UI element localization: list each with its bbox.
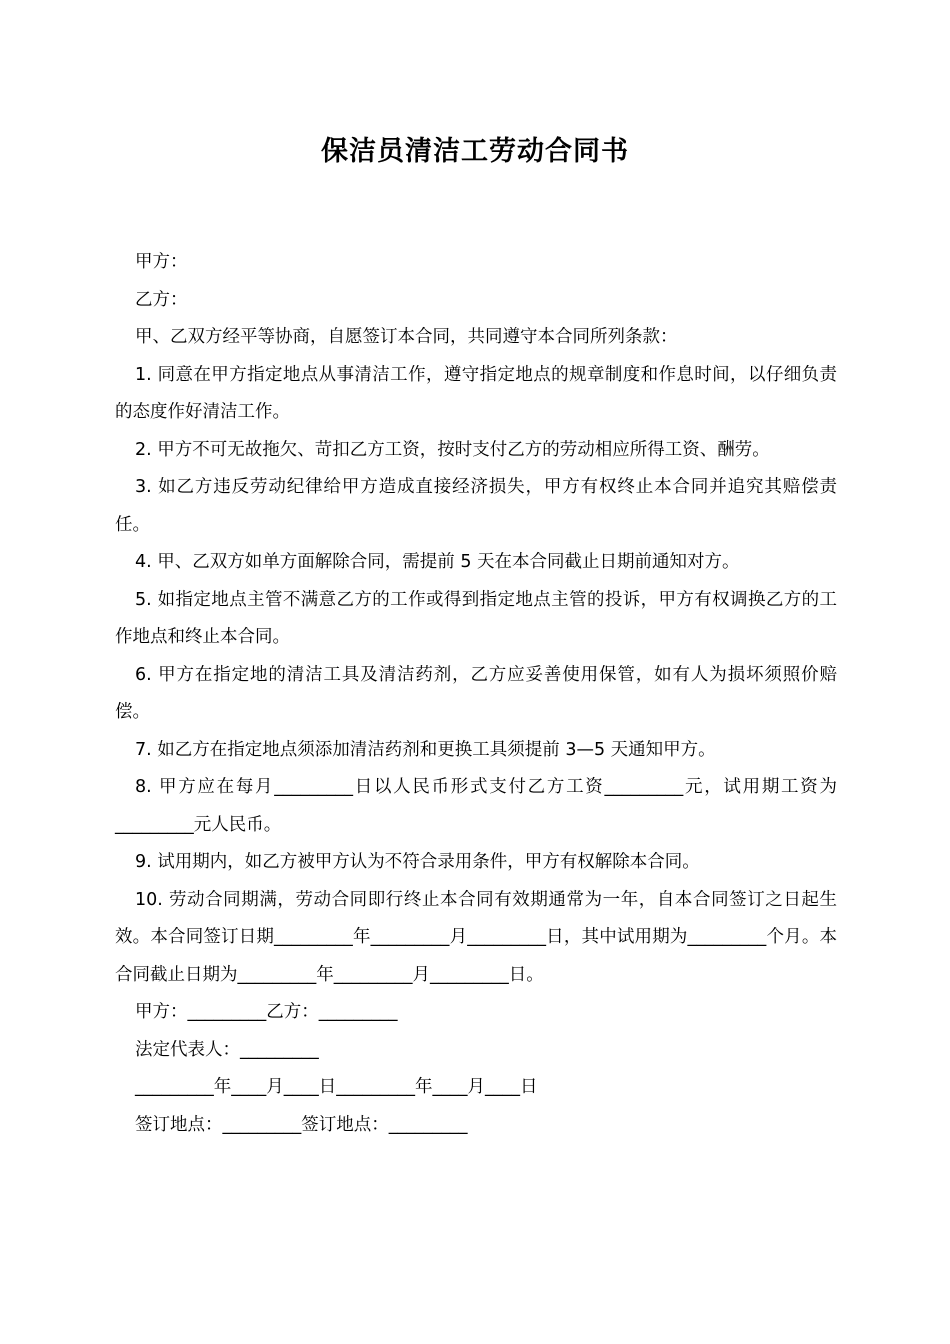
clause-4: 4. 甲、乙双方如单方面解除合同，需提前 5 天在本合同截止日期前通知对方。 [135, 552, 740, 572]
signature-parties: 甲方：_________乙方：_________ [135, 1002, 398, 1022]
party-b-line: 乙方： [135, 289, 188, 310]
legal-representative: 法定代表人：_________ [135, 1039, 319, 1060]
clause-6: 6. 甲方在指定地的清洁工具及清洁药剂，乙方应妥善使用保管，如有人为损坏须照价赔偿。 [115, 664, 837, 722]
preamble: 甲、乙双方经平等协商，自愿签订本合同，共同遵守本合同所列条款： [135, 327, 678, 347]
clause-9: 9. 试用期内，如乙方被甲方认为不符合录用条件，甲方有权解除本合同。 [135, 852, 700, 872]
signing-places: 签订地点：_________签订地点：_________ [135, 1114, 468, 1135]
clause-5: 5. 如指定地点主管不满意乙方的工作或得到指定地点主管的投诉，甲方有权调换乙方的工作地点和终止本合同。 [115, 589, 837, 647]
signature-dates: _________年____月____日_________年____月____日 [135, 1077, 538, 1097]
clause-7: 7. 如乙方在指定地点须添加清洁药剂和更换工具须提前 3—5 天通知甲方。 [135, 739, 716, 760]
clause-3: 3. 如乙方违反劳动纪律给甲方造成直接经济损失，甲方有权终止本合同并追究其赔偿责任。 [115, 477, 837, 535]
clause-10: 10. 劳动合同期满，劳动合同即行终止本合同有效期通常为一年，自本合同签订之日起生效。本合同签订日期_________年_________月_________日，其中试用期为_________个月。本合同截止日期为_________年_________月_________日。 [115, 889, 837, 985]
clause-2: 2. 甲方不可无故拖欠、苛扣乙方工资，按时支付乙方的劳动相应所得工资、酬劳。 [135, 439, 770, 460]
clause-8: 8. 甲方应在每月_________日以人民币形式支付乙方工资_________元，试用期工资为_________元人民币。 [115, 777, 837, 835]
clause-1: 1. 同意在甲方指定地点从事清洁工作，遵守指定地点的规章制度和作息时间，以仔细负责的态度作好清洁工作。 [115, 364, 837, 422]
party-a-line: 甲方： [135, 252, 188, 272]
document-title: 保洁员清洁工劳动合同书 [321, 136, 629, 167]
contract-body [115, 244, 837, 1144]
